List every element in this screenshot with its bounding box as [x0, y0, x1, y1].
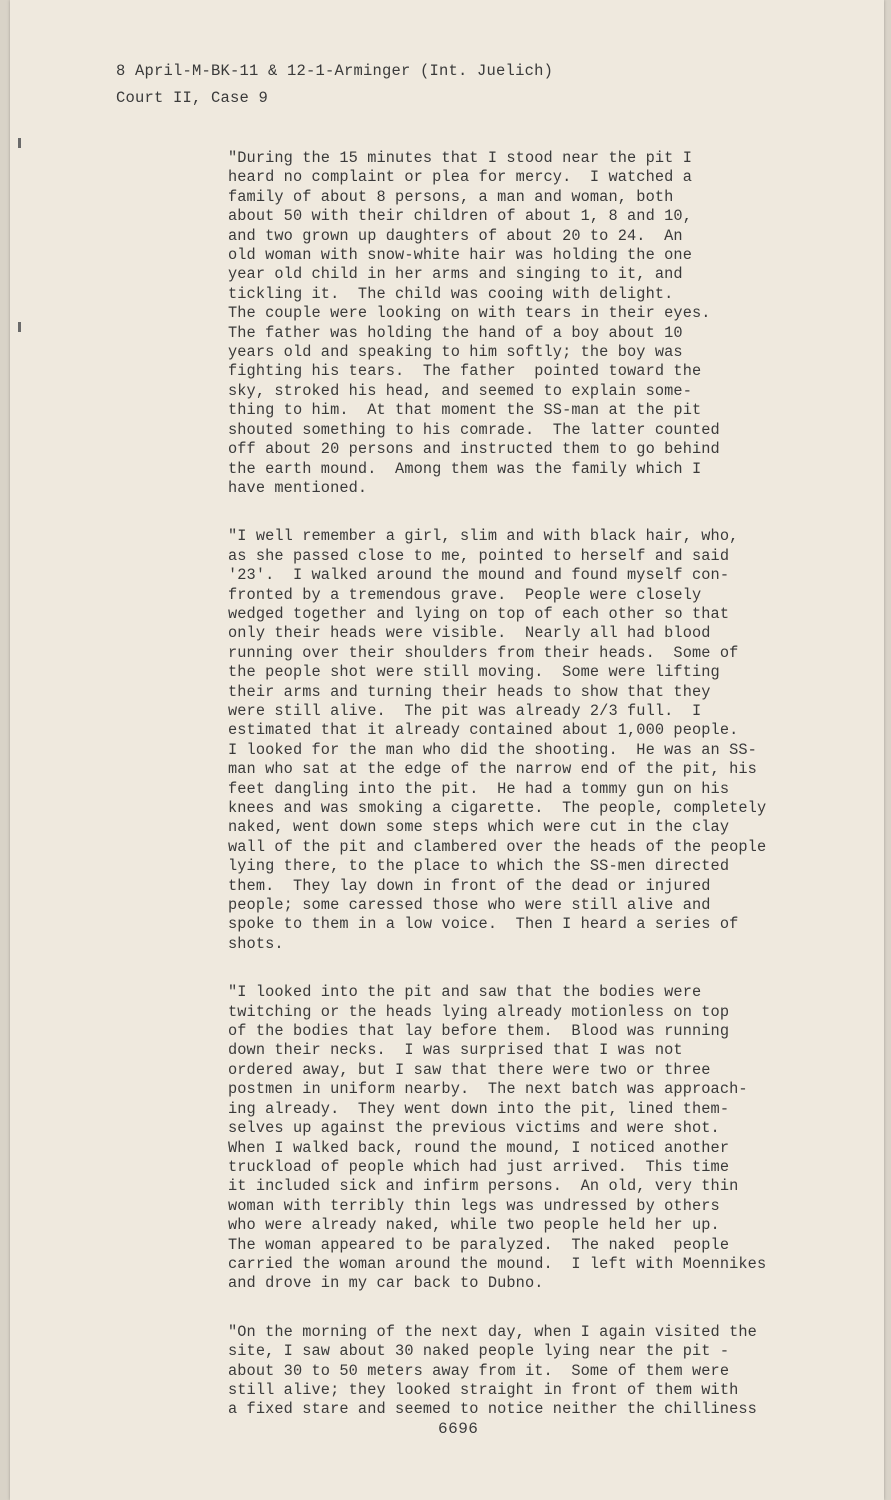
text-line: wedged together and lying on top of each other so that: [228, 604, 730, 623]
punch-mark: [18, 322, 21, 332]
text-line: about 50 with their children of about 1, 8 and 10,: [228, 207, 692, 226]
text-line: ing already. They went down into the pit, lined them-: [228, 1099, 730, 1118]
text-line: people; some caressed those who were still alive and: [228, 896, 711, 915]
testimony-paragraph: [228, 983, 828, 1294]
text-line: site, I saw about 30 naked people lying near the pit -: [228, 1342, 730, 1361]
text-line: off about 20 persons and instructed them to go behind: [228, 440, 720, 459]
text-line: selves up against the previous victims and were shot.: [228, 1119, 720, 1138]
text-line: thing to him. At that moment the SS-man at the pit: [228, 401, 702, 420]
text-line: The father was holding the hand of a boy about 10: [228, 323, 683, 342]
text-line: shots.: [228, 934, 284, 953]
text-line: were still alive. The pit was already 2/3 full. I: [228, 701, 702, 720]
text-line: and drove in my car back to Dubno.: [228, 1274, 544, 1293]
text-line: man who sat at the edge of the narrow end of the pit, his: [228, 760, 757, 779]
document-header: [116, 58, 553, 112]
text-line: postmen in uniform nearby. The next batch was approach-: [228, 1080, 748, 1099]
punch-mark: [18, 138, 21, 148]
text-line: about 30 to 50 meters away from it. Some of them were: [228, 1361, 730, 1380]
text-line: "On the morning of the next day, when I again visited the: [228, 1322, 757, 1341]
text-line: "I well remember a girl, slim and with black hair, who,: [228, 527, 739, 546]
text-line: lying there, to the place to which the SS-men directed: [228, 857, 730, 876]
text-line: only their heads were visible. Nearly all had blood: [228, 624, 711, 643]
text-line: fronted by a tremendous grave. People were closely: [228, 585, 702, 604]
text-line: a fixed stare and seemed to notice neither the chilliness: [228, 1400, 757, 1419]
testimony-paragraph: [228, 1323, 828, 1420]
text-line: their arms and turning their heads to show that they: [228, 682, 711, 701]
text-line: and two grown up daughters of about 20 to 24. An: [228, 226, 683, 245]
text-line: "I looked into the pit and saw that the bodies were: [228, 983, 702, 1002]
document-page: [10, 0, 884, 1500]
text-line: years old and speaking to him softly; the boy was: [228, 343, 683, 362]
text-line: running over their shoulders from their heads. Some of: [228, 643, 739, 662]
text-line: carried the woman around the mound. I left with Moennikes: [228, 1254, 767, 1273]
text-line: The woman appeared to be paralyzed. The naked people: [228, 1235, 730, 1254]
page-number: 6696: [438, 1420, 479, 1438]
text-line: knees and was smoking a cigarette. The people, completely: [228, 799, 767, 817]
text-line: truckload of people which had just arrived. This time: [228, 1157, 730, 1176]
text-line: sky, stroked his head, and seemed to explain some-: [228, 381, 692, 400]
text-line: woman with terribly thin legs was undressed by others: [228, 1196, 720, 1215]
text-line: ordered away, but I saw that there were two or three: [228, 1060, 711, 1079]
text-line: estimated that it already contained about 1,000 people.: [228, 721, 739, 740]
text-line: still alive; they looked straight in front of them with: [228, 1380, 739, 1399]
text-line: "During the 15 minutes that I stood near the pit I: [228, 149, 692, 167]
text-line: When I walked back, round the mound, I noticed another: [228, 1138, 730, 1157]
text-line: year old child in her arms and singing to it, and: [228, 265, 683, 284]
text-line: wall of the pit and clambered over the heads of the people: [228, 837, 767, 856]
text-line: it included sick and infirm persons. An old, very thin: [228, 1177, 739, 1196]
text-line: naked, went down some steps which were cut in the clay: [228, 818, 730, 837]
text-line: have mentioned.: [228, 478, 368, 497]
text-line: The couple were looking on with tears in their eyes.: [228, 304, 711, 323]
header-case-reference: 8 April-M-BK-11 & 12-1-Arminger (Int. Juelich): [116, 62, 554, 80]
text-line: heard no complaint or plea for mercy. I watched a: [228, 168, 692, 187]
text-line: '23'. I walked around the mound and found myself con-: [228, 566, 730, 585]
text-line: twitching or the heads lying already motionless on top: [228, 1002, 730, 1021]
testimony-paragraph: [228, 527, 828, 954]
text-line: feet dangling into the pit. He had a tommy gun on his: [228, 779, 730, 798]
text-line: the earth mound. Among them was the family which I: [228, 459, 702, 478]
text-line: family of about 8 persons, a man and woman, both: [228, 187, 674, 206]
text-line: down their necks. I was surprised that I was not: [228, 1041, 683, 1060]
text-line: them. They lay down in front of the dead or injured: [228, 876, 711, 895]
text-line: I looked for the man who did the shooting. He was an SS-: [228, 740, 757, 759]
text-line: spoke to them in a low voice. Then I heard a series of: [228, 915, 739, 934]
text-line: as she passed close to me, pointed to herself and said: [228, 546, 730, 565]
testimony-text: [228, 149, 828, 1449]
testimony-paragraph: [228, 149, 828, 498]
text-line: the people shot were still moving. Some were lifting: [228, 663, 720, 682]
text-line: old woman with snow-white hair was holding the one: [228, 246, 692, 265]
text-line: who were already naked, while two people held her up.: [228, 1216, 720, 1235]
text-line: fighting his tears. The father pointed toward the: [228, 362, 702, 381]
text-line: of the bodies that lay before them. Blood was running: [228, 1022, 730, 1041]
text-line: shouted something to his comrade. The latter counted: [228, 420, 720, 439]
header-court: Court II, Case 9: [116, 89, 269, 107]
text-line: tickling it. The child was cooing with delight.: [228, 284, 674, 303]
